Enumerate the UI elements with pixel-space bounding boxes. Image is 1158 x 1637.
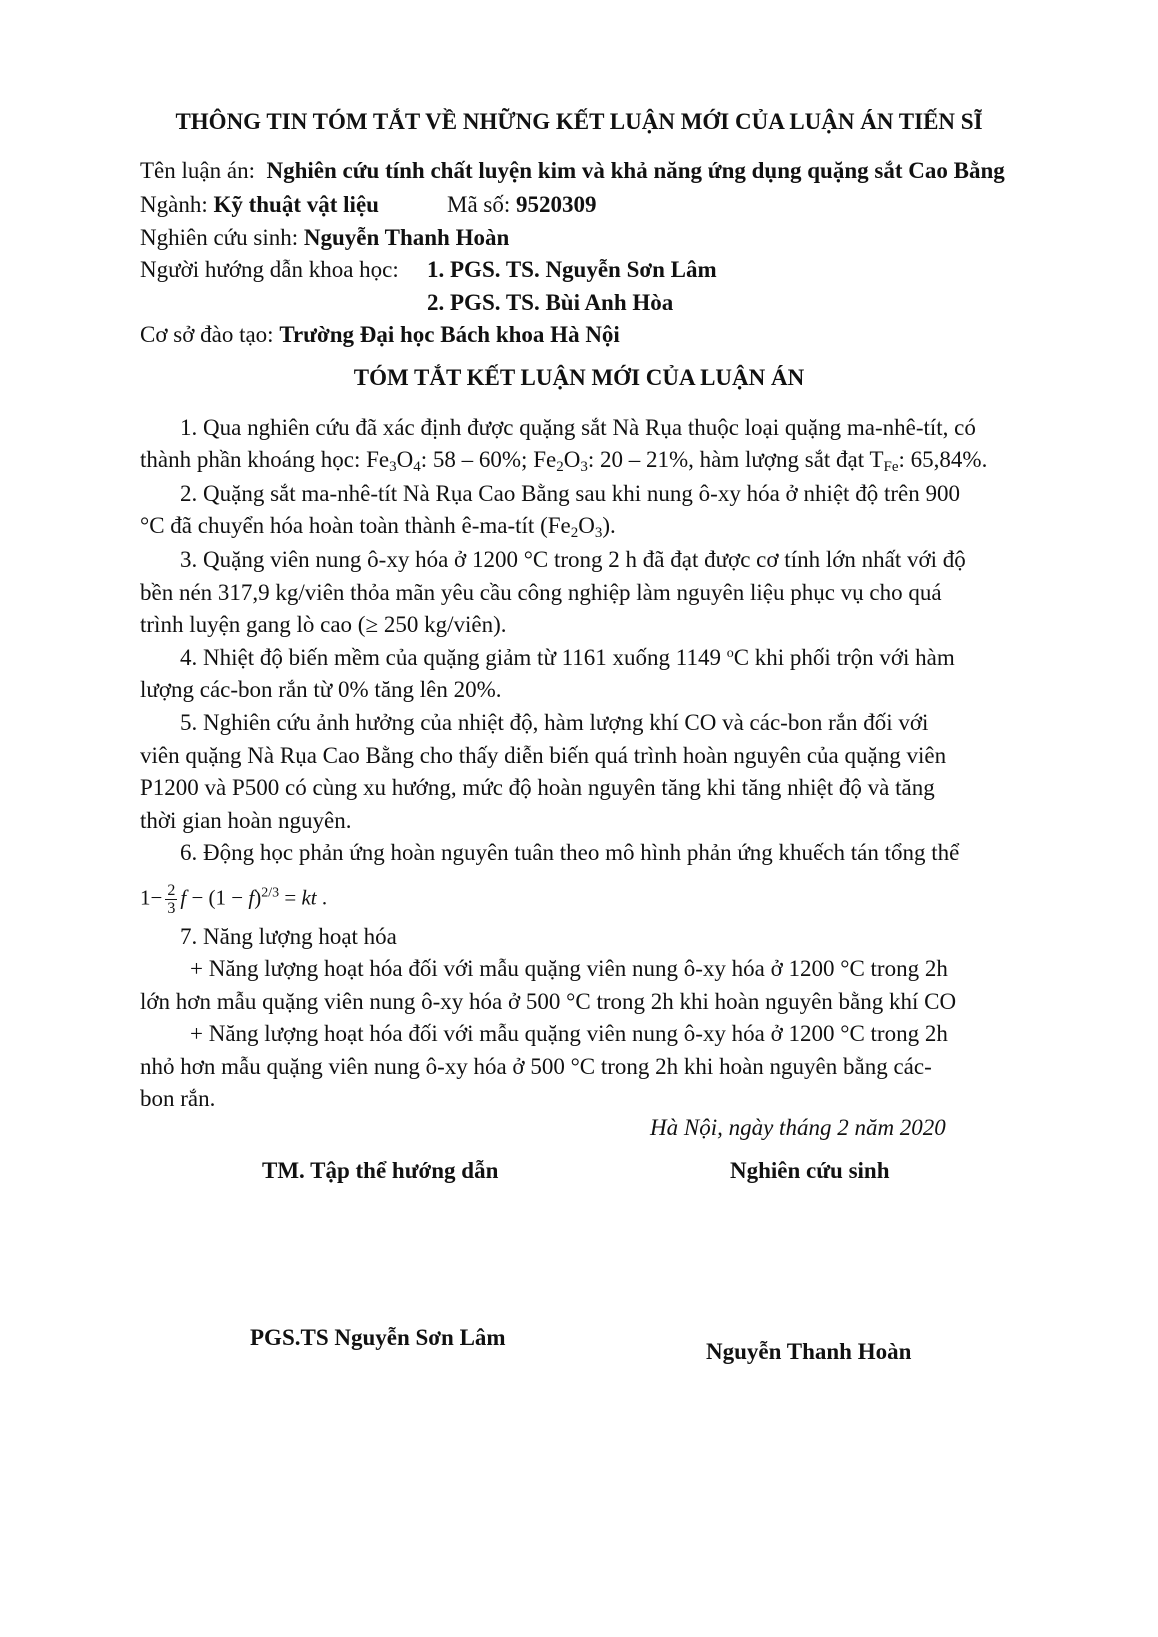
conclusion-5-line-1: 5. Nghiên cứu ảnh hưởng của nhiệt độ, hàm lượng khí CO và các-bon rắn đối với: [180, 710, 929, 735]
p2-text-b: ).: [602, 513, 616, 538]
formula-kt: kt: [301, 885, 317, 910]
advisor-2: 2. PGS. TS. Bùi Anh Hòa: [427, 290, 674, 315]
formula-equals: =: [279, 885, 302, 910]
conclusion-7b-line-1: + Năng lượng hoạt hóa đối với mẫu quặng viên nung ô-xy hóa ở 1200 °C trong 2h: [190, 1021, 948, 1046]
p1-sub-3: 2: [556, 459, 564, 475]
formula-denominator: 3: [167, 900, 176, 917]
conclusion-7a-line-2: lớn hơn mẫu quặng viên nung ô-xy hóa ở 500 °C trong 2h khi hoàn nguyên bằng khí CO: [140, 989, 957, 1014]
conclusion-2-line-1: 2. Quặng sắt ma-nhê-tít Nà Rụa Cao Bằng sau khi nung ô-xy hóa ở nhiệt độ trên 900: [180, 481, 960, 506]
p1-text-d: : 65,84%.: [898, 447, 988, 472]
conclusion-3-line-3: trình luyện gang lò cao (≥ 250 kg/viên).: [140, 612, 507, 637]
thesis-title: Nghiên cứu tính chất luyện kim và khả năng ứng dụng quặng sắt Cao Bằng: [266, 158, 1005, 183]
date-line: Hà Nội, ngày tháng 2 năm 2020: [650, 1115, 946, 1140]
p2-sub-1: 2: [570, 525, 579, 541]
advisors-heading: TM. Tập thể hướng dẫn: [262, 1158, 499, 1183]
conclusion-5-line-2: viên quặng Nà Rụa Cao Bằng cho thấy diễn biến quá trình hoàn nguyên của quặng viên: [140, 743, 947, 768]
student-heading: Nghiên cứu sinh: [730, 1158, 890, 1183]
p4-text-b: C khi phối trộn với hàm: [733, 645, 955, 670]
conclusion-3-line-1: 3. Quặng viên nung ô-xy hóa ở 1200 °C trong 2 h đã đạt được cơ tính lớn nhất với độ: [180, 547, 966, 572]
conclusion-2-line-2: [140, 513, 616, 539]
p1-oxygen-2: O: [563, 447, 581, 472]
conclusion-1-line-1: 1. Qua nghiên cứu đã xác định được quặng sắt Nà Rụa thuộc loại quặng ma-nhê-tít, có: [180, 415, 976, 440]
p1-sub-1: 3: [389, 459, 397, 475]
p1-oxygen-1: O: [396, 447, 414, 472]
formula-f2: f: [248, 885, 255, 910]
document-title: THÔNG TIN TÓM TẮT VỀ NHỮNG KẾT LUẬN MỚI CỦA LUẬN ÁN TIẾN SĨ: [175, 109, 983, 134]
p4-degree: o: [726, 646, 734, 661]
thesis-label: Tên luận án:: [140, 158, 255, 183]
advisor-signer: PGS.TS Nguyễn Sơn Lâm: [250, 1325, 506, 1350]
formula-numerator: 2: [167, 882, 176, 899]
p1-text-a: thành phần khoáng học: Fe: [140, 447, 390, 472]
formula-paren: ): [254, 885, 262, 910]
institution-label: Cơ sở đào tạo:: [140, 322, 274, 347]
code-value: 9520309: [516, 192, 597, 217]
kinetic-formula: [140, 882, 327, 930]
p1-text-b: : 58 – 60%; Fe: [420, 447, 557, 472]
p1-text-c: : 20 – 21%, hàm lượng sắt đạt T: [587, 447, 884, 472]
conclusion-3-line-2: bền nén 317,9 kg/viên thỏa mãn yêu cầu công nghiệp làm nguyên liệu phục vụ cho quá: [140, 580, 942, 605]
conclusion-5-line-4: thời gian hoàn nguyên.: [140, 808, 352, 833]
formula-exponent: 2/3: [261, 885, 280, 901]
conclusion-7-heading: 7. Năng lượng hoạt hóa: [180, 924, 397, 949]
p1-sub-4: 3: [580, 459, 588, 475]
p2-oxygen: O: [578, 513, 595, 538]
institution-value: Trường Đại học Bách khoa Hà Nội: [279, 322, 620, 347]
student-line: [140, 225, 509, 251]
p4-text-a: 4. Nhiệt độ biến mềm của quặng giảm từ 1161 xuống 1149: [180, 645, 727, 670]
conclusion-6-line-1: 6. Động học phản ứng hoàn nguyên tuân theo mô hình phản ứng khuếch tán tổng thể: [180, 840, 960, 865]
major-line: [140, 192, 379, 218]
summary-heading: TÓM TẮT KẾT LUẬN MỚI CỦA LUẬN ÁN: [353, 365, 805, 390]
conclusion-1-line-2: [140, 447, 987, 473]
conclusion-4-line-1: [180, 645, 955, 671]
major-label: Ngành:: [140, 192, 208, 217]
formula-dot: .: [316, 885, 328, 910]
student-signer: Nguyễn Thanh Hoàn: [706, 1339, 912, 1364]
p2-sub-2: 3: [594, 525, 603, 541]
conclusion-5-line-3: P1200 và P500 có cùng xu hướng, mức độ hoàn nguyên tăng khi tăng nhiệt độ và tăng: [140, 775, 935, 800]
conclusion-4-line-2: lượng các-bon rắn từ 0% tăng lên 20%.: [140, 677, 502, 702]
advisor-1: 1. PGS. TS. Nguyễn Sơn Lâm: [427, 257, 717, 282]
p1-sub-fe: Fe: [883, 459, 899, 475]
advisor-label: Người hướng dẫn khoa học:: [140, 257, 399, 282]
code-line: [447, 192, 597, 218]
student-name: Nguyễn Thanh Hoàn: [303, 225, 510, 250]
institution-line: [140, 322, 620, 348]
conclusion-7b-line-2: nhỏ hơn mẫu quặng viên nung ô-xy hóa ở 500 °C trong 2h khi hoàn nguyên bằng các-: [140, 1054, 932, 1079]
p2-text-a: °C đã chuyển hóa hoàn toàn thành ê-ma-tít (Fe: [140, 513, 571, 538]
code-label: Mã số:: [447, 192, 511, 217]
conclusion-7a-line-1: + Năng lượng hoạt hóa đối với mẫu quặng viên nung ô-xy hóa ở 1200 °C trong 2h: [190, 956, 948, 981]
p1-sub-2: 4: [413, 459, 421, 475]
thesis-title-line: [140, 158, 1005, 184]
advisor-line: [140, 257, 399, 283]
conclusion-7b-line-3: bon rắn.: [140, 1086, 216, 1111]
formula-one: 1−: [140, 885, 163, 910]
formula-f: f: [180, 885, 187, 910]
major-value: Kỹ thuật vật liệu: [213, 192, 379, 217]
formula-middle: − (1 −: [186, 885, 249, 910]
formula-fraction: [165, 882, 177, 917]
student-label: Nghiên cứu sinh:: [140, 225, 299, 250]
